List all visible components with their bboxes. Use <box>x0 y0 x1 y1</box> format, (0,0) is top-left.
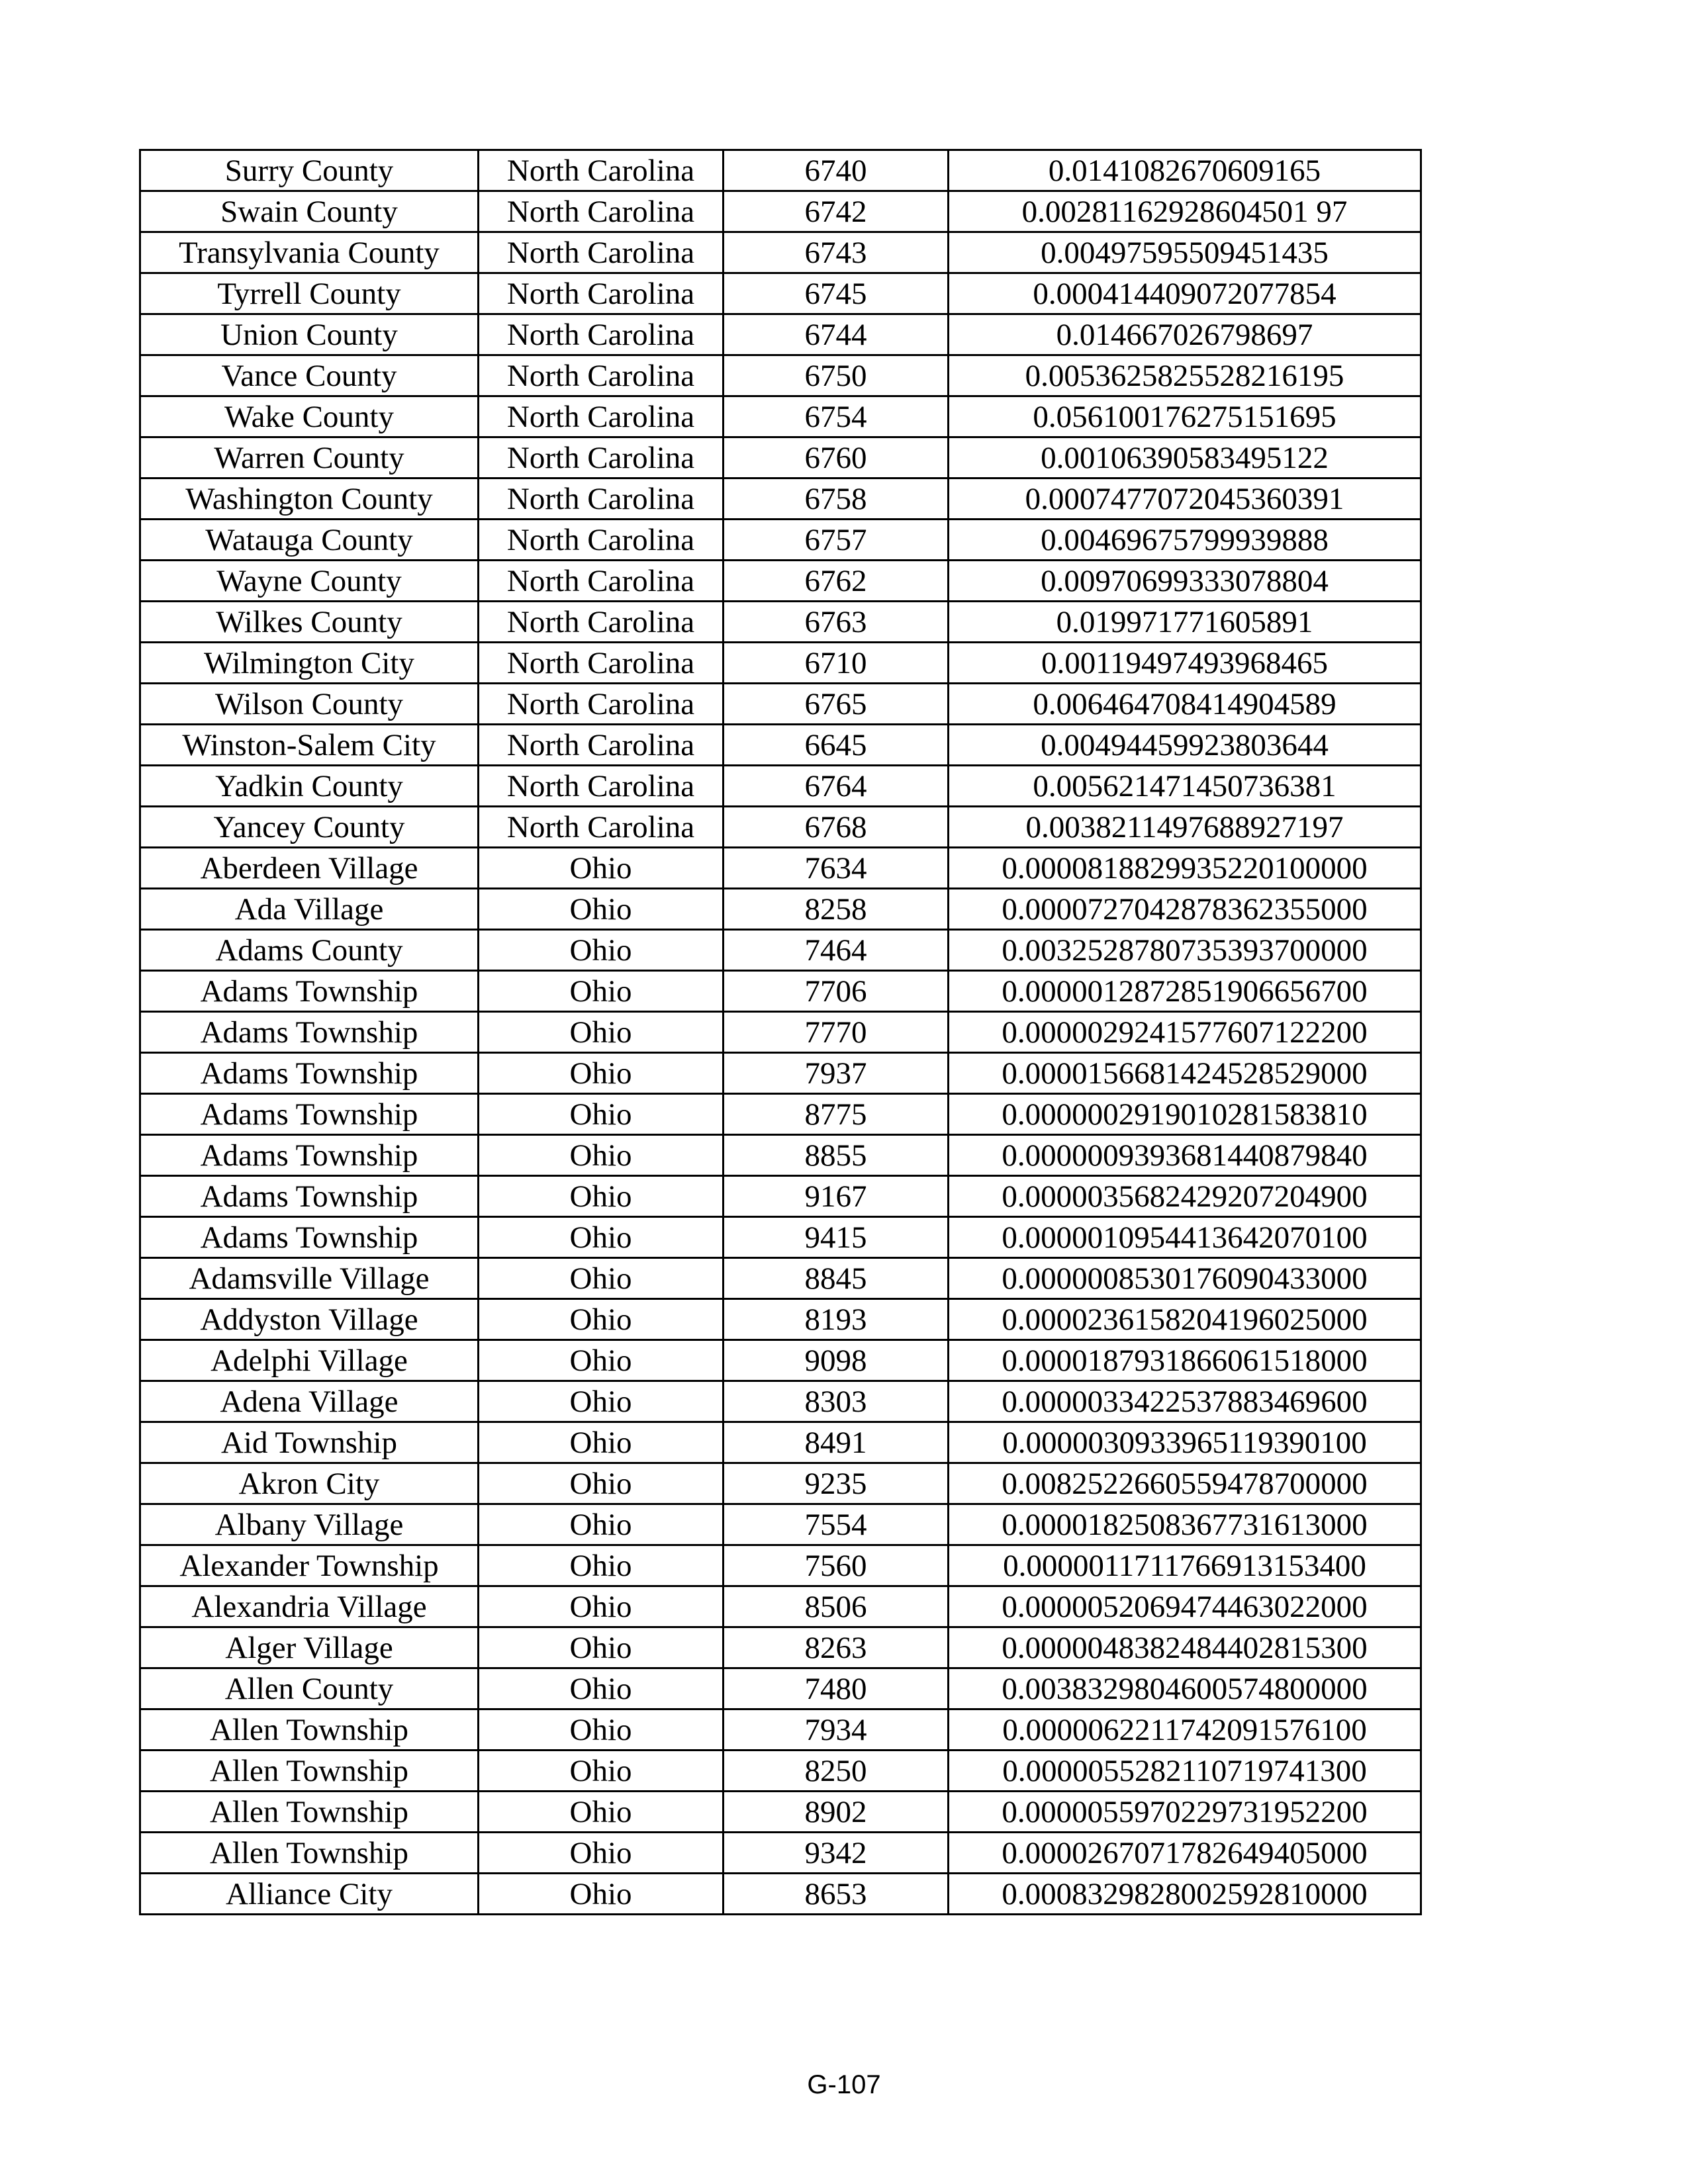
state-cell: Ohio <box>479 1176 724 1217</box>
id-cell: 6763 <box>724 602 949 643</box>
jurisdiction-cell: Swain County <box>140 191 479 232</box>
table-row <box>140 150 1421 191</box>
jurisdiction-cell: Alger Village <box>140 1627 479 1668</box>
percentage-cell: 0.0082522660559478700000 <box>949 1463 1421 1504</box>
percentage-cell: 0.0000009393681440879840 <box>949 1135 1421 1176</box>
id-cell: 8193 <box>724 1299 949 1340</box>
state-cell: North Carolina <box>479 684 724 725</box>
jurisdiction-cell: Watauga County <box>140 520 479 561</box>
jurisdiction-cell: Addyston Village <box>140 1299 479 1340</box>
percentage-cell: 0.0000030933965119390100 <box>949 1422 1421 1463</box>
jurisdiction-cell: Allen Township <box>140 1833 479 1874</box>
jurisdiction-cell: Washington County <box>140 478 479 520</box>
percentage-cell: 0.0008329828002592810000 <box>949 1874 1421 1915</box>
percentage-cell: 0.0007477072045360391 <box>949 478 1421 520</box>
id-cell: 8775 <box>724 1094 949 1135</box>
state-cell: North Carolina <box>479 643 724 684</box>
jurisdiction-cell: Adamsville Village <box>140 1258 479 1299</box>
state-cell: North Carolina <box>479 725 724 766</box>
table-row <box>140 1833 1421 1874</box>
table-row <box>140 232 1421 273</box>
jurisdiction-cell: Adams Township <box>140 1176 479 1217</box>
id-cell: 6758 <box>724 478 949 520</box>
table-row <box>140 520 1421 561</box>
table-row <box>140 1094 1421 1135</box>
jurisdiction-cell: Allen Township <box>140 1792 479 1833</box>
id-cell: 8845 <box>724 1258 949 1299</box>
allocation-table <box>139 149 1422 1915</box>
percentage-cell: 0.005621471450736381 <box>949 766 1421 807</box>
id-cell: 7934 <box>724 1709 949 1751</box>
jurisdiction-cell: Adams Township <box>140 1094 479 1135</box>
id-cell: 6750 <box>724 355 949 396</box>
state-cell: Ohio <box>479 889 724 930</box>
jurisdiction-cell: Winston-Salem City <box>140 725 479 766</box>
percentage-cell: 0.0000267071782649405000 <box>949 1833 1421 1874</box>
percentage-cell: 0.0000055282110719741300 <box>949 1751 1421 1792</box>
id-cell: 6768 <box>724 807 949 848</box>
state-cell: Ohio <box>479 1463 724 1504</box>
id-cell: 8902 <box>724 1792 949 1833</box>
state-cell: North Carolina <box>479 437 724 478</box>
table-row <box>140 848 1421 889</box>
jurisdiction-cell: Wilkes County <box>140 602 479 643</box>
percentage-cell: 0.0000029241577607122200 <box>949 1012 1421 1053</box>
jurisdiction-cell: Wayne County <box>140 561 479 602</box>
table-row <box>140 602 1421 643</box>
id-cell: 8491 <box>724 1422 949 1463</box>
jurisdiction-cell: Aid Township <box>140 1422 479 1463</box>
table-row <box>140 1545 1421 1586</box>
jurisdiction-cell: Alexandria Village <box>140 1586 479 1627</box>
id-cell: 6754 <box>724 396 949 437</box>
state-cell: North Carolina <box>479 602 724 643</box>
table-row <box>140 1627 1421 1668</box>
state-cell: Ohio <box>479 1668 724 1709</box>
id-cell: 9235 <box>724 1463 949 1504</box>
id-cell: 6744 <box>724 314 949 355</box>
percentage-cell: 0.0000182508367731613000 <box>949 1504 1421 1545</box>
table-row <box>140 1176 1421 1217</box>
percentage-cell: 0.0000052069474463022000 <box>949 1586 1421 1627</box>
jurisdiction-cell: Yadkin County <box>140 766 479 807</box>
page-number: G-107 <box>807 2070 881 2099</box>
id-cell: 6745 <box>724 273 949 314</box>
state-cell: North Carolina <box>479 766 724 807</box>
table-row <box>140 1586 1421 1627</box>
table-row <box>140 1012 1421 1053</box>
state-cell: North Carolina <box>479 355 724 396</box>
id-cell: 7480 <box>724 1668 949 1709</box>
id-cell: 7770 <box>724 1012 949 1053</box>
jurisdiction-cell: Transylvania County <box>140 232 479 273</box>
id-cell: 7554 <box>724 1504 949 1545</box>
table-row <box>140 1299 1421 1340</box>
jurisdiction-cell: Wake County <box>140 396 479 437</box>
state-cell: North Carolina <box>479 396 724 437</box>
percentage-cell: 0.00494459923803644 <box>949 725 1421 766</box>
id-cell: 6757 <box>724 520 949 561</box>
state-cell: Ohio <box>479 1094 724 1135</box>
table-row <box>140 1381 1421 1422</box>
percentage-cell: 0.0000187931866061518000 <box>949 1340 1421 1381</box>
state-cell: Ohio <box>479 1627 724 1668</box>
percentage-cell: 0.00119497493968465 <box>949 643 1421 684</box>
id-cell: 8250 <box>724 1751 949 1792</box>
jurisdiction-cell: Adams Township <box>140 1217 479 1258</box>
id-cell: 6765 <box>724 684 949 725</box>
table-row <box>140 684 1421 725</box>
percentage-cell: 0.0000055970229731952200 <box>949 1792 1421 1833</box>
id-cell: 8303 <box>724 1381 949 1422</box>
id-cell: 7634 <box>724 848 949 889</box>
jurisdiction-cell: Adams Township <box>140 1012 479 1053</box>
state-cell: Ohio <box>479 1135 724 1176</box>
table-row <box>140 1135 1421 1176</box>
jurisdiction-cell: Allen Township <box>140 1751 479 1792</box>
percentage-cell: 0.006464708414904589 <box>949 684 1421 725</box>
percentage-cell: 0.056100176275151695 <box>949 396 1421 437</box>
percentage-cell: 0.0000002919010281583810 <box>949 1094 1421 1135</box>
table-row <box>140 1504 1421 1545</box>
id-cell: 7464 <box>724 930 949 971</box>
jurisdiction-cell: Tyrrell County <box>140 273 479 314</box>
jurisdiction-cell: Adams Township <box>140 971 479 1012</box>
state-cell: North Carolina <box>479 807 724 848</box>
table-row <box>140 1340 1421 1381</box>
state-cell: North Carolina <box>479 232 724 273</box>
jurisdiction-cell: Wilson County <box>140 684 479 725</box>
percentage-cell: 0.0000818829935220100000 <box>949 848 1421 889</box>
state-cell: Ohio <box>479 1545 724 1586</box>
id-cell: 6762 <box>724 561 949 602</box>
jurisdiction-cell: Aberdeen Village <box>140 848 479 889</box>
table-row <box>140 1217 1421 1258</box>
state-cell: Ohio <box>479 1833 724 1874</box>
jurisdiction-cell: Albany Village <box>140 1504 479 1545</box>
percentage-cell: 0.0038329804600574800000 <box>949 1668 1421 1709</box>
table-row <box>140 1668 1421 1709</box>
percentage-cell: 0.00970699333078804 <box>949 561 1421 602</box>
percentage-cell: 0.0000011711766913153400 <box>949 1545 1421 1586</box>
state-cell: Ohio <box>479 1381 724 1422</box>
jurisdiction-cell: Surry County <box>140 150 479 191</box>
percentage-cell: 0.0000012872851906656700 <box>949 971 1421 1012</box>
state-cell: Ohio <box>479 1053 724 1094</box>
percentage-cell: 0.0000033422537883469600 <box>949 1381 1421 1422</box>
table-row <box>140 643 1421 684</box>
table-row <box>140 1463 1421 1504</box>
jurisdiction-cell: Adams Township <box>140 1053 479 1094</box>
state-cell: Ohio <box>479 1422 724 1463</box>
percentage-cell: 0.0000236158204196025000 <box>949 1299 1421 1340</box>
jurisdiction-cell: Alexander Township <box>140 1545 479 1586</box>
percentage-cell: 0.00281162928604501 97 <box>949 191 1421 232</box>
jurisdiction-cell: Wilmington City <box>140 643 479 684</box>
id-cell: 6764 <box>724 766 949 807</box>
id-cell: 9415 <box>724 1217 949 1258</box>
table-row <box>140 273 1421 314</box>
id-cell: 6760 <box>724 437 949 478</box>
state-cell: Ohio <box>479 1012 724 1053</box>
table-row <box>140 1258 1421 1299</box>
table-row <box>140 437 1421 478</box>
table-row <box>140 889 1421 930</box>
id-cell: 8855 <box>724 1135 949 1176</box>
percentage-cell: 0.00469675799939888 <box>949 520 1421 561</box>
id-cell: 8263 <box>724 1627 949 1668</box>
table-row <box>140 191 1421 232</box>
id-cell: 6710 <box>724 643 949 684</box>
jurisdiction-cell: Akron City <box>140 1463 479 1504</box>
table-row <box>140 807 1421 848</box>
percentage-cell: 0.0038211497688927197 <box>949 807 1421 848</box>
percentage-cell: 0.019971771605891 <box>949 602 1421 643</box>
id-cell: 8653 <box>724 1874 949 1915</box>
percentage-cell: 0.0032528780735393700000 <box>949 930 1421 971</box>
jurisdiction-cell: Union County <box>140 314 479 355</box>
table-row <box>140 396 1421 437</box>
state-cell: Ohio <box>479 1874 724 1915</box>
table-row <box>140 971 1421 1012</box>
table-row <box>140 478 1421 520</box>
percentage-cell: 0.000414409072077854 <box>949 273 1421 314</box>
table-row <box>140 355 1421 396</box>
table-row <box>140 1874 1421 1915</box>
state-cell: North Carolina <box>479 191 724 232</box>
state-cell: Ohio <box>479 848 724 889</box>
state-cell: North Carolina <box>479 273 724 314</box>
id-cell: 8506 <box>724 1586 949 1627</box>
percentage-cell: 0.0000156681424528529000 <box>949 1053 1421 1094</box>
state-cell: Ohio <box>479 1586 724 1627</box>
state-cell: Ohio <box>479 971 724 1012</box>
state-cell: Ohio <box>479 1709 724 1751</box>
id-cell: 6645 <box>724 725 949 766</box>
id-cell: 9342 <box>724 1833 949 1874</box>
percentage-cell: 0.0000010954413642070100 <box>949 1217 1421 1258</box>
state-cell: Ohio <box>479 1340 724 1381</box>
state-cell: North Carolina <box>479 478 724 520</box>
percentage-cell: 0.00106390583495122 <box>949 437 1421 478</box>
percentage-cell: 0.0141082670609165 <box>949 150 1421 191</box>
percentage-cell: 0.0000008530176090433000 <box>949 1258 1421 1299</box>
state-cell: Ohio <box>479 930 724 971</box>
percentage-cell: 0.0000035682429207204900 <box>949 1176 1421 1217</box>
percentage-cell: 0.0000048382484402815300 <box>949 1627 1421 1668</box>
percentage-cell: 0.0000727042878362355000 <box>949 889 1421 930</box>
id-cell: 6743 <box>724 232 949 273</box>
state-cell: Ohio <box>479 1217 724 1258</box>
jurisdiction-cell: Allen Township <box>140 1709 479 1751</box>
table-row <box>140 1751 1421 1792</box>
table-row <box>140 1709 1421 1751</box>
id-cell: 7560 <box>724 1545 949 1586</box>
table-row <box>140 1053 1421 1094</box>
id-cell: 7937 <box>724 1053 949 1094</box>
state-cell: North Carolina <box>479 561 724 602</box>
percentage-cell: 0.014667026798697 <box>949 314 1421 355</box>
jurisdiction-cell: Ada Village <box>140 889 479 930</box>
jurisdiction-cell: Vance County <box>140 355 479 396</box>
state-cell: North Carolina <box>479 314 724 355</box>
id-cell: 6740 <box>724 150 949 191</box>
state-cell: Ohio <box>479 1504 724 1545</box>
jurisdiction-cell: Adams County <box>140 930 479 971</box>
id-cell: 9167 <box>724 1176 949 1217</box>
table-row <box>140 1422 1421 1463</box>
state-cell: Ohio <box>479 1792 724 1833</box>
percentage-cell: 0.0053625825528216195 <box>949 355 1421 396</box>
jurisdiction-cell: Adena Village <box>140 1381 479 1422</box>
table-row <box>140 930 1421 971</box>
state-cell: North Carolina <box>479 520 724 561</box>
table-row <box>140 725 1421 766</box>
table-row <box>140 314 1421 355</box>
state-cell: Ohio <box>479 1299 724 1340</box>
jurisdiction-cell: Allen County <box>140 1668 479 1709</box>
state-cell: Ohio <box>479 1751 724 1792</box>
percentage-cell: 0.0000062211742091576100 <box>949 1709 1421 1751</box>
table-row <box>140 766 1421 807</box>
jurisdiction-cell: Warren County <box>140 437 479 478</box>
percentage-cell: 0.00497595509451435 <box>949 232 1421 273</box>
state-cell: Ohio <box>479 1258 724 1299</box>
jurisdiction-cell: Adams Township <box>140 1135 479 1176</box>
jurisdiction-cell: Yancey County <box>140 807 479 848</box>
table-row <box>140 1792 1421 1833</box>
id-cell: 8258 <box>724 889 949 930</box>
state-cell: North Carolina <box>479 150 724 191</box>
id-cell: 7706 <box>724 971 949 1012</box>
id-cell: 6742 <box>724 191 949 232</box>
jurisdiction-cell: Adelphi Village <box>140 1340 479 1381</box>
jurisdiction-cell: Alliance City <box>140 1874 479 1915</box>
table-row <box>140 561 1421 602</box>
id-cell: 9098 <box>724 1340 949 1381</box>
table-body <box>140 150 1421 1915</box>
